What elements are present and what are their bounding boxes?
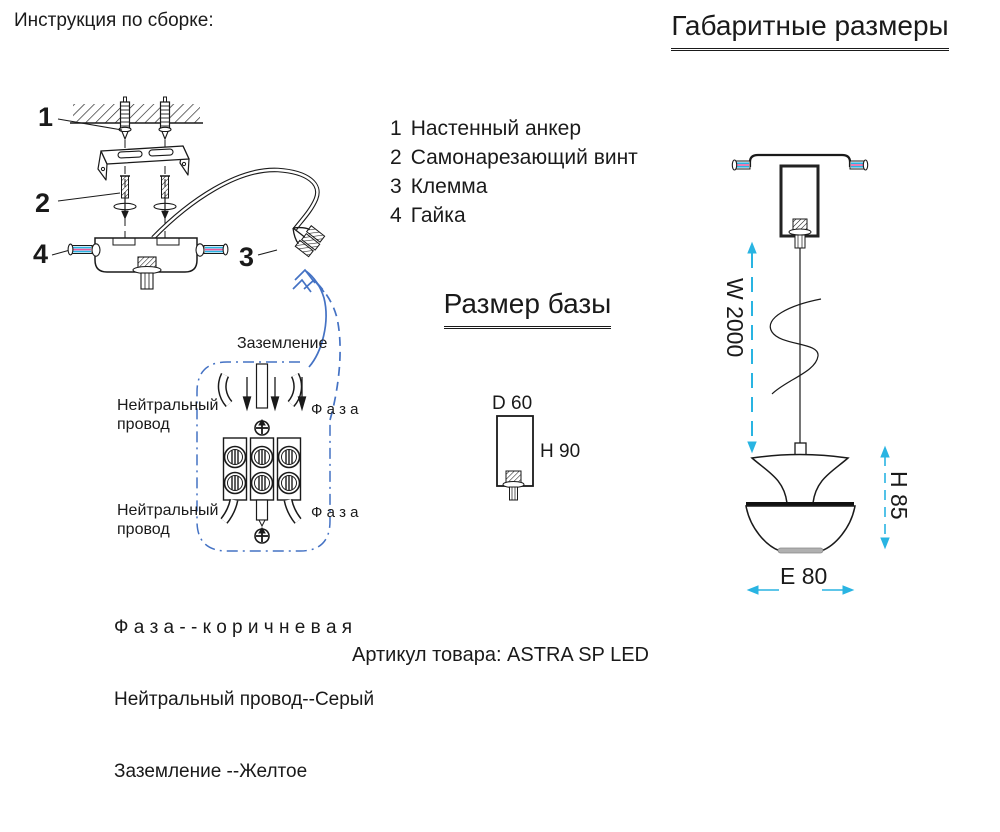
- parts-list-item: [390, 172, 638, 201]
- neutral-label-bottom: [117, 501, 218, 539]
- terminal-screw-icon: [255, 528, 269, 543]
- wall-anchor-icon: [159, 97, 171, 139]
- callout-4: 4: [33, 239, 49, 269]
- part-label: Настенный анкер: [410, 117, 582, 140]
- ceiling-hatch: [70, 104, 203, 123]
- part-number: 1: [390, 117, 402, 140]
- cord-squiggle: [770, 299, 821, 394]
- phase-label-top: Ф а з а: [311, 401, 359, 418]
- base-height-label: H 90: [540, 441, 581, 462]
- assembly-instructions-title: Инструкция по сборке:: [14, 10, 214, 31]
- base-bolt-icon: [503, 471, 524, 500]
- assembly-diagram: [25, 90, 375, 565]
- base-size-drawing: [470, 385, 600, 510]
- power-cable: [153, 170, 317, 238]
- parts-list-item: [390, 143, 638, 172]
- parts-list: [390, 114, 638, 230]
- terminal-connector-icon: [285, 218, 325, 258]
- incoming-wires: [222, 364, 305, 409]
- neutral-label-line1: Нейтральный: [117, 502, 219, 519]
- shade-height-label: H 85: [886, 471, 912, 520]
- base-diameter-label: D 60: [492, 393, 533, 414]
- part-label: Клемма: [410, 175, 488, 198]
- part-number: 4: [390, 204, 402, 227]
- phase-label-bottom: Ф а з а: [311, 504, 359, 521]
- callout-2: 2: [35, 188, 51, 218]
- terminal-screw-icon: [255, 420, 269, 435]
- side-screw-icon: [196, 244, 228, 256]
- neutral-label-top: [117, 396, 218, 434]
- ground-label: Заземление: [237, 335, 328, 352]
- lamp-shade: [746, 455, 855, 554]
- callout-1: 1: [38, 102, 54, 132]
- callout-3: 3: [239, 242, 255, 272]
- wire-length-dimension: [748, 243, 756, 452]
- parts-list-item: [390, 114, 638, 143]
- bracket-screw-icon: [732, 160, 750, 170]
- overall-dimensions-title: [645, 10, 975, 51]
- self-tapping-screw-icon: [114, 176, 136, 219]
- part-label: Самонарезающий винт: [410, 146, 638, 169]
- legend-ground: Заземление --Желтое: [114, 761, 308, 782]
- neutral-label-line2: провод: [117, 521, 170, 538]
- outgoing-wires: [224, 500, 298, 526]
- shade-bottom-trim: [778, 548, 823, 553]
- wall-anchor-icon: [119, 97, 131, 139]
- base-size-title-text: Размер базы: [444, 288, 612, 329]
- part-number: 3: [390, 175, 402, 198]
- base-size-title: [425, 288, 630, 329]
- legend-phase: Ф а з а - - к о р и ч н е в а я: [114, 617, 353, 638]
- bracket-screw-icon: [850, 160, 868, 170]
- part-label: Гайка: [410, 204, 466, 227]
- self-tapping-screw-icon: [154, 176, 176, 219]
- mounting-bracket: [98, 146, 189, 180]
- legend-neutral: Нейтральный провод--Серый: [114, 689, 375, 710]
- article-number: Артикул товара: ASTRA SP LED: [352, 644, 649, 666]
- wire-color-legend: [114, 568, 374, 832]
- part-number: 2: [390, 146, 402, 169]
- overall-dimensions-title-text: Габаритные размеры: [671, 10, 948, 51]
- side-screw-icon: [52, 244, 100, 256]
- neutral-label-line2: провод: [117, 416, 170, 433]
- wire-length-label: W 2000: [722, 278, 748, 358]
- neutral-label-line1: Нейтральный: [117, 397, 219, 414]
- shade-width-label: E 80: [780, 563, 828, 589]
- parts-list-item: [390, 201, 638, 230]
